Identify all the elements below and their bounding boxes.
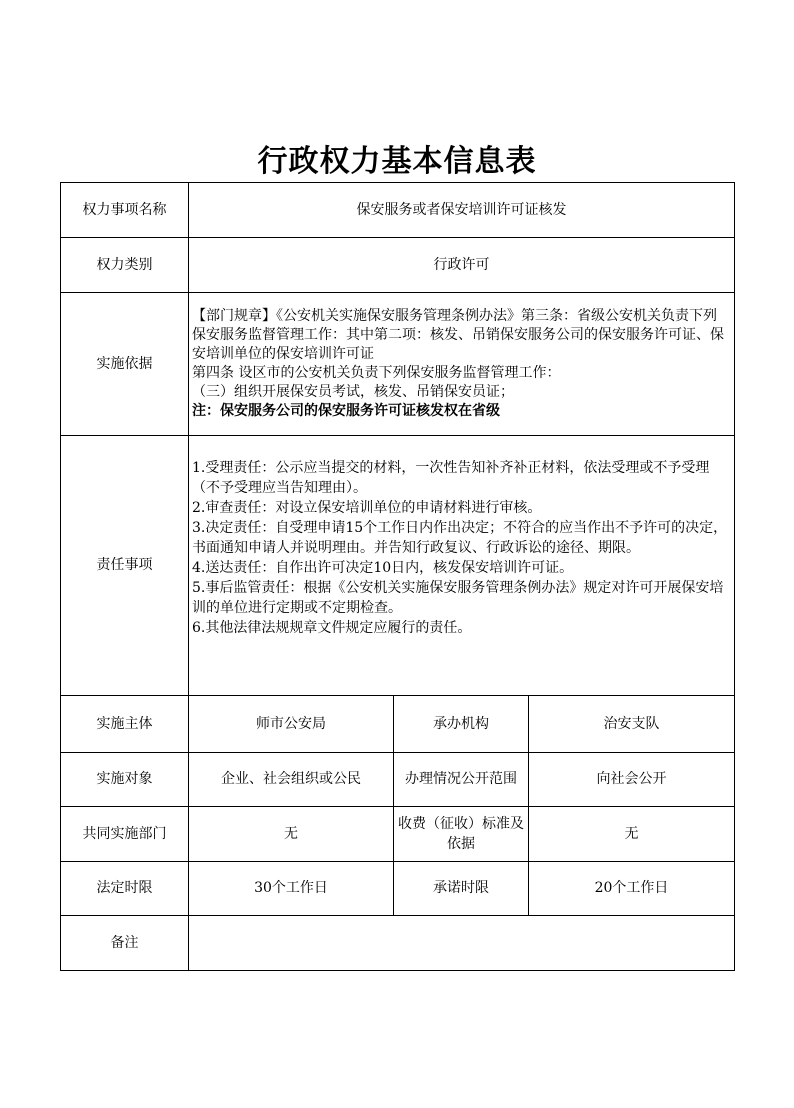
responsibility-item-1: 1.受理责任：公示应当提交的材料，一次性告知补齐补正材料，依法受理或不予受理（不予受理应当告知理由）。 xyxy=(192,460,710,496)
value-target: 企业、社会组织或公民 xyxy=(189,753,394,807)
label-responsibility: 责任事项 xyxy=(61,436,189,696)
responsibility-item-3: 3.决定责任：自受理申请15个工作日内作出决定；不符合的应当作出不予许可的决定，书面通知申请人并说明理由。并告知行政复议、行政诉讼的途径、期限。 xyxy=(192,520,728,556)
label-handling-agency: 承办机构 xyxy=(394,696,529,753)
label-disclosure-scope: 办理情况公开范围 xyxy=(394,753,529,807)
value-disclosure-scope: 向社会公开 xyxy=(529,753,735,807)
responsibility-item-4: 4.送达责任：自作出许可决定10日内，核发保安培训许可证。 xyxy=(192,560,574,576)
row-item-name xyxy=(61,183,735,238)
value-handling-agency: 治安支队 xyxy=(529,696,735,753)
label-category: 权力类别 xyxy=(61,238,189,293)
basis-line-2: 第四条 设区市的公安机关负责下列保安服务监督管理工作： xyxy=(192,365,561,381)
value-joint: 无 xyxy=(189,807,394,862)
basis-line-1: 【部门规章】《公安机关实施保安服务管理条例办法》第三条：省级公安机关负责下列保安服务监督管理工作：其中第二项：核发、吊销保安服务公司的保安服务许可证、保安培训单位的保安培训许可证 xyxy=(192,308,724,362)
label-time-limit: 法定时限 xyxy=(61,862,189,916)
responsibility-item-2: 2.审查责任：对设立保安培训单位的申请材料进行审核。 xyxy=(192,500,542,516)
row-remarks xyxy=(61,916,735,971)
row-time-limit xyxy=(61,862,735,916)
label-fee: 收费（征收）标准及依据 xyxy=(394,807,529,862)
value-responsibility xyxy=(189,436,735,696)
label-target: 实施对象 xyxy=(61,753,189,807)
value-category: 行政许可 xyxy=(189,238,735,293)
value-fee: 无 xyxy=(529,807,735,862)
value-time-limit: 30个工作日 xyxy=(189,862,394,916)
row-basis xyxy=(61,293,735,436)
value-subject: 师市公安局 xyxy=(189,696,394,753)
responsibility-item-6: 6.其他法律法规规章文件规定应履行的责任。 xyxy=(192,620,472,636)
row-responsibility xyxy=(61,436,735,696)
label-promised-limit: 承诺时限 xyxy=(394,862,529,916)
label-item-name: 权力事项名称 xyxy=(61,183,189,238)
responsibility-item-5: 5.事后监管责任：根据《公安机关实施保安服务管理条例办法》规定对许可开展保安培训的单位进行定期或不定期检查。 xyxy=(192,580,724,616)
label-remarks: 备注 xyxy=(61,916,189,971)
value-remarks xyxy=(189,916,735,971)
label-joint: 共同实施部门 xyxy=(61,807,189,862)
basis-line-3: （三）组织开展保安员考试，核发、吊销保安员证； xyxy=(192,384,514,400)
row-category xyxy=(61,238,735,293)
basis-note: 注：保安服务公司的保安服务许可证核发权在省级 xyxy=(192,403,500,419)
row-joint xyxy=(61,807,735,862)
value-basis xyxy=(189,293,735,436)
row-subject xyxy=(61,696,735,753)
row-target xyxy=(61,753,735,807)
value-promised-limit: 20个工作日 xyxy=(529,862,735,916)
label-subject: 实施主体 xyxy=(61,696,189,753)
label-basis: 实施依据 xyxy=(61,293,189,436)
value-item-name: 保安服务或者保安培训许可证核发 xyxy=(189,183,735,238)
page-title: 行政权力基本信息表 xyxy=(257,144,537,179)
info-table xyxy=(60,182,735,971)
